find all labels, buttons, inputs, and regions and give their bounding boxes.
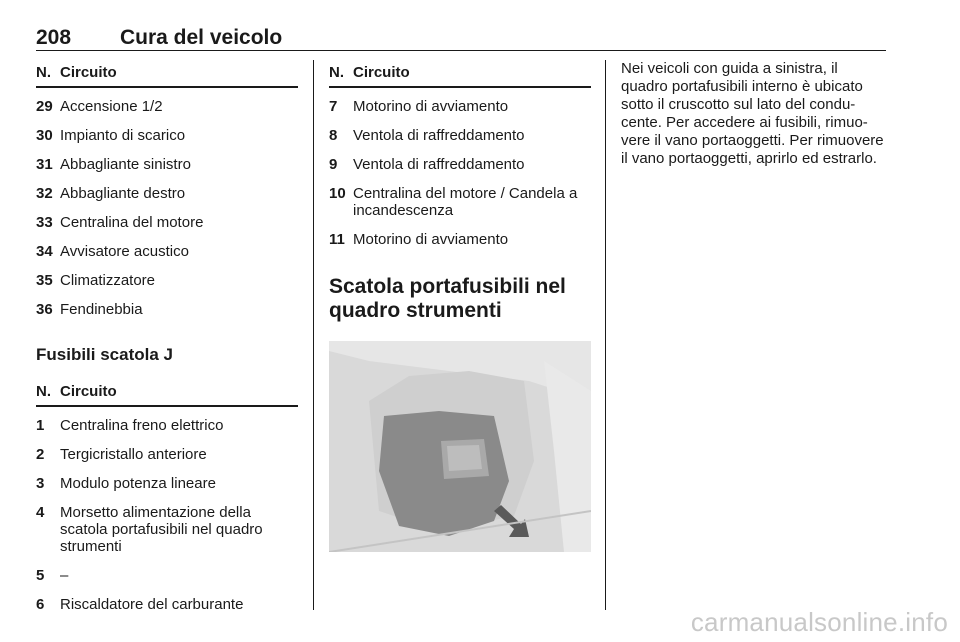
circuit-name: Fendinebbia [60,301,143,318]
circuit-name: Centralina del motore / Candela a incandescenza [353,185,578,219]
circuit-name: Ventola di raffreddamento [353,127,525,144]
fuse-table-2 [36,412,298,620]
fuse-number: 2 [36,446,45,463]
header-circuit: Circuito [353,64,410,81]
table-row [329,226,591,255]
table-row [36,296,298,325]
fuse-number: 7 [329,98,338,115]
glovebox-illustration [329,341,591,552]
fuse-number: 29 [36,98,53,115]
table-row [36,591,298,620]
circuit-name: Tergicristallo anteriore [60,446,207,463]
fuse-number: 36 [36,301,53,318]
circuit-name: Riscaldatore del carburante [60,596,244,613]
table-row [36,151,298,180]
circuit-name: Motorino di avviamento [353,231,509,248]
fuse-number: 10 [329,185,346,202]
table-row [36,562,298,591]
glovebox-photo [329,341,591,552]
table-header [329,60,591,88]
subheading-fuse-box-j: Fusibili scatola J [36,345,173,364]
table-row [36,267,298,296]
table-row [36,93,298,122]
fuse-number: 35 [36,272,53,289]
table-row [36,180,298,209]
column-divider-1 [313,60,314,610]
column-divider-2 [605,60,606,610]
fuse-number: 5 [36,567,45,584]
circuit-name: – [60,567,69,584]
circuit-name: Morsetto alimentazione della scatola portafusibili nel quadro strumenti [60,504,263,555]
table-row [36,499,298,562]
header-number: N. [329,64,344,81]
fuse-number: 4 [36,504,45,521]
circuit-name: Modulo potenza lineare [60,475,216,492]
table-header [36,379,298,407]
circuit-name: Impianto di scarico [60,127,186,144]
page-header [36,22,886,51]
fuse-number: 30 [36,127,53,144]
fuse-number: 6 [36,596,45,613]
table-row [329,122,591,151]
section-title: Cura del veicolo [120,26,283,49]
fuse-number: 3 [36,475,45,492]
fuse-number: 31 [36,156,53,173]
fuse-table-3 [329,93,591,255]
header-circuit: Circuito [60,383,117,400]
circuit-name: Motorino di avviamento [353,98,509,115]
table-row [329,180,591,226]
fuse-number: 9 [329,156,338,173]
table-row [36,470,298,499]
table-row [36,122,298,151]
circuit-name: Accensione 1/2 [60,98,163,115]
page-number: 208 [36,26,72,49]
fuse-number: 33 [36,214,53,231]
instruction-paragraph: Nei veicoli con guida a sinistra, il quadro portafusibili interno è ubicato sotto il cruscotto sul lato del conducente. Per accedere ai fusibili, rimuovere il vano portaoggetti. Per rimuovere il vano portaoggetti, aprirlo ed estrarlo. [621,60,884,167]
circuit-name: Ventola di raffreddamento [353,156,525,173]
column-1 [36,60,298,620]
circuit-name: Abbagliante sinistro [60,156,191,173]
circuit-name: Centralina freno elettrico [60,417,224,434]
circuit-name: Avvisatore acustico [60,243,189,260]
header-number: N. [36,64,51,81]
circuit-name: Abbagliante destro [60,185,186,202]
table-row [36,238,298,267]
watermark: carmanualsonline.info [690,607,948,637]
header-circuit: Circuito [60,64,117,81]
column-2 [329,60,591,552]
table-row [36,209,298,238]
fuse-number: 11 [329,231,345,248]
table-row [36,441,298,470]
table-row [329,151,591,180]
column-3 [621,60,886,168]
circuit-name: Centralina del motore [60,214,204,231]
fuse-number: 8 [329,127,338,144]
table-row [329,93,591,122]
fuse-number: 34 [36,243,53,260]
table-row [36,412,298,441]
table-header [36,60,298,88]
fuse-number: 32 [36,185,53,202]
circuit-name: Climatizzatore [60,272,156,289]
heading-dashboard-fuse-box: Scatola portafusibili nel quadro strumenti [329,275,566,322]
header-number: N. [36,383,51,400]
fuse-table-1 [36,93,298,325]
fuse-number: 1 [36,417,45,434]
